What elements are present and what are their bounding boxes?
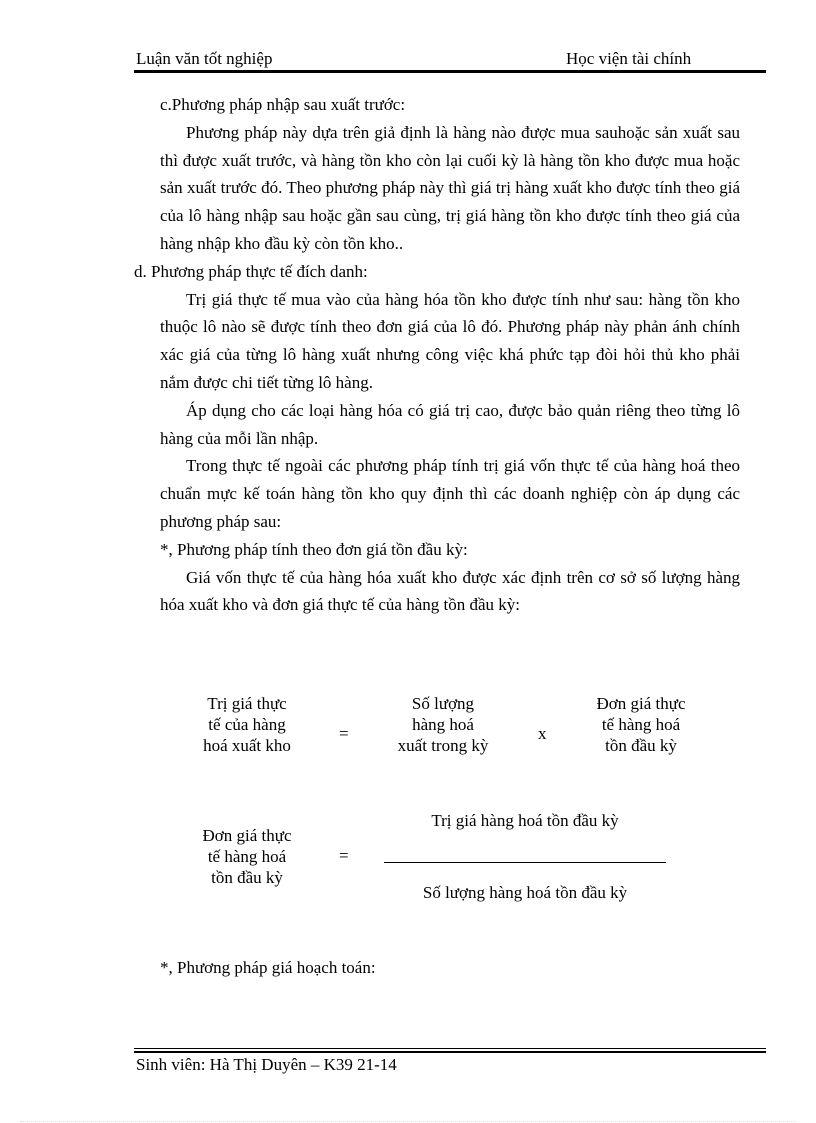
paragraph-cost: Giá vốn thực tế của hàng hóa xuất kho được xác định trên cơ sở số lượng hàng hóa xuất kho và đơn giá thực tế của hàng tồn đầu kỳ: [160, 567, 740, 615]
formula1-lhs-line: Trị giá thực [207, 694, 287, 713]
paragraph-apply: Áp dụng cho các loại hàng hóa có giá trị cao, được bảo quản riêng theo từng lô hàng của mỗi lần nhập. [160, 400, 740, 448]
footer-student: Sinh viên: Hà Thị Duyên – K39 21-14 [136, 1055, 397, 1074]
formula1-term1 [380, 693, 506, 756]
formula1-term2-line: tồn đầu kỳ [605, 736, 677, 755]
header-left: Luận văn tốt nghiệp [136, 49, 273, 68]
formula1-term2-line: tế hàng hoá [601, 715, 681, 734]
header-rule [134, 70, 766, 73]
formula1-term2-line: Đơn giá thực [596, 694, 686, 713]
formula1-term1-line: Số lượng [411, 694, 475, 713]
formula1-lhs [180, 693, 314, 756]
formula1-lhs-line: hoá xuất kho [203, 736, 291, 755]
formula1-times: x [538, 724, 547, 743]
footer-rule-top [134, 1048, 766, 1049]
formula1-lhs-line: tế của hàng [208, 715, 286, 734]
section-planned-price: *, Phương pháp giá hoạch toán: [160, 958, 376, 977]
formula1-term1-line: xuất trong kỳ [397, 736, 489, 755]
formula1-equals: = [339, 724, 349, 743]
paragraph-lifo: Phương pháp này dựa trên giả định là hàng nào được mua sauhoặc sản xuất sau thì được xuất trước, và hàng tồn kho còn lại cuối kỳ là hàng tồn kho được mua hoặc sản xuất trước đó. Theo phương pháp này thì giá trị hàng xuất kho được tính theo giá của lô hàng nhập sau hoặc gần sau cùng, trị giá hàng tồn kho được tính theo giá của hàng nhập kho đầu kỳ còn tồn kho.. [160, 122, 740, 253]
page-edge-divider [20, 1121, 796, 1122]
formula1-term1-line: hàng hoá [412, 715, 474, 734]
header-right: Học viện tài chính [566, 49, 692, 68]
formula2-lhs-line: Đơn giá thực [202, 826, 292, 845]
formula2-equals: = [339, 846, 349, 865]
footer-rule-bottom [134, 1051, 766, 1053]
formula2-denominator: Số lượng hàng hoá tồn đầu kỳ [422, 883, 628, 902]
formula2-numerator: Trị giá hàng hoá tồn đầu kỳ [431, 811, 619, 830]
paragraph-specific-id: Trị giá thực tế mua vào của hàng hóa tồn kho được tính như sau: hàng tồn kho thuộc lô nào sẽ được tính theo đơn giá của lô đó. Phương pháp này phản ánh chính xác giá của từng lô hàng xuất nhưng công việc khá phức tạp đòi hỏi thủ kho phải nắm được chi tiết từng lô hàng. [160, 289, 740, 392]
formula2-lhs [180, 825, 314, 888]
heading-opening-price: *, Phương pháp tính theo đơn giá tồn đầu kỳ: [160, 539, 468, 559]
formula1-term2 [578, 693, 704, 756]
formula2-lhs-line: tồn đầu kỳ [211, 868, 283, 887]
formula2-lhs-line: tế hàng hoá [207, 847, 287, 866]
heading-d: d. Phương pháp thực tế đích danh: [134, 261, 368, 281]
formula2-fraction-bar [384, 862, 666, 863]
heading-c: c.Phương pháp nhập sau xuất trước: [160, 95, 406, 114]
body-text [134, 91, 740, 619]
paragraph-other-methods: Trong thực tế ngoài các phương pháp tính trị giá vốn thực tế của hàng hoá theo chuẩn mực kế toán hàng tồn kho quy định thì các doanh nghiệp còn áp dụng các phương pháp sau: [160, 456, 740, 531]
